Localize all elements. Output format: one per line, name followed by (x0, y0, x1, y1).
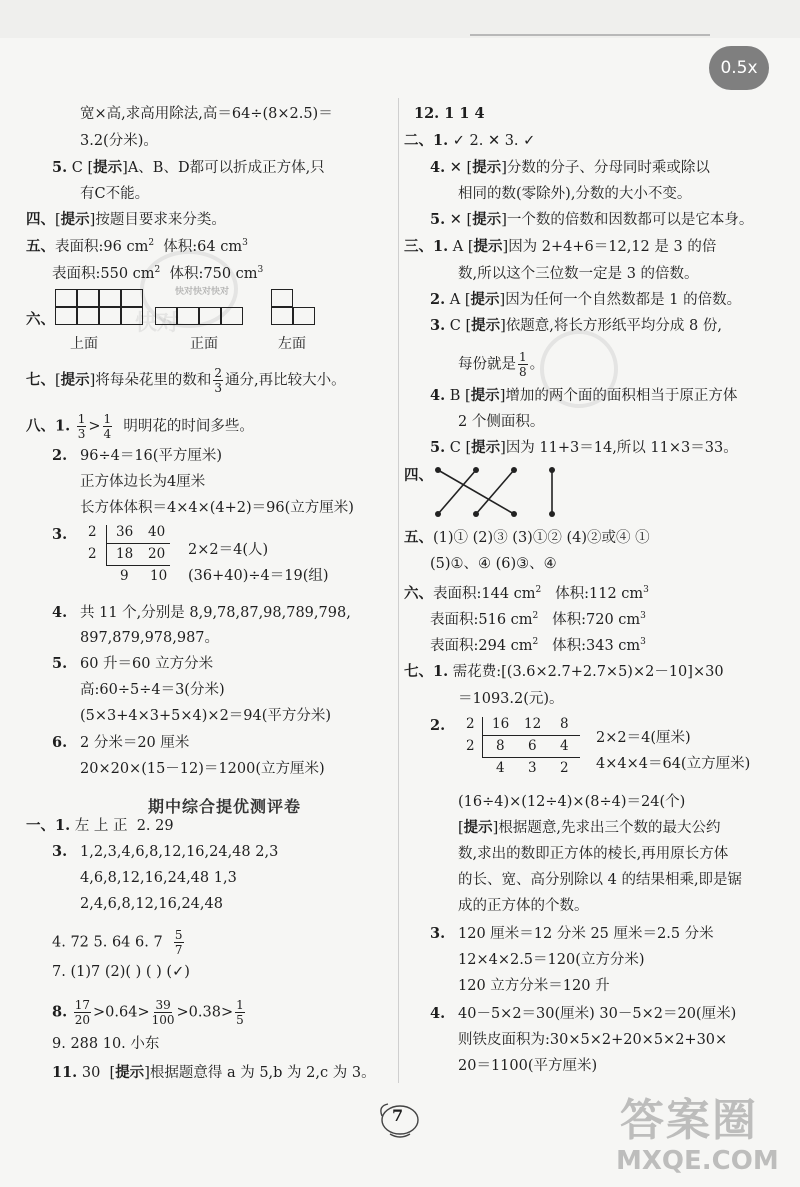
text-line: 120 立方分米＝120 升 (458, 978, 610, 994)
section-6-right-2 (430, 610, 646, 630)
text: 表面积:550 cm (52, 266, 155, 282)
sup: 3 (257, 265, 264, 276)
text: 表面积:144 cm (433, 586, 536, 602)
text-line: (5×3+4×3+5×4)×2＝94(平方分米) (80, 708, 332, 724)
text: 需花费:[(3.6×2.7+2.7×5)×2－10]×30 (452, 664, 724, 680)
quotient: 18 (116, 546, 134, 562)
section-number: 四、 (26, 211, 55, 228)
hint-text: 按题目要求来分类。 (95, 212, 226, 228)
side-view-diagram (272, 290, 316, 326)
section-number: 一、1. (26, 817, 71, 834)
item-number: 2. (430, 291, 446, 308)
item-number: 3. (430, 925, 446, 942)
quotient: 3 (528, 760, 537, 776)
text: 表面积:516 cm (430, 612, 533, 628)
quotient: 20 (148, 546, 166, 562)
section-number: 二、1. (404, 132, 449, 149)
column-divider (398, 98, 399, 1083)
text-line: 的长、宽、高分别除以 4 的结果相乘,即是锯 (458, 872, 743, 888)
hint-line: [提示]根据题意,先求出三个数的最大公约 (458, 819, 721, 836)
top-band (0, 0, 800, 38)
text-line: 1,2,3,4,6,8,12,16,24,48 2,3 (80, 844, 279, 860)
dividend: 40 (148, 524, 166, 540)
section-number: 三、1. (404, 238, 449, 255)
hint-text: 因为 2+4+6＝12,12 是 3 的倍 (508, 239, 717, 255)
watermark-small-text: 快对快对快对 (175, 287, 230, 297)
text-line: 2,4,6,8,12,16,24,48 (80, 896, 223, 912)
item-number: 2. (52, 447, 68, 464)
hint-label: 提示 (470, 291, 500, 308)
cell (293, 307, 315, 325)
text-line: 2×2＝4(厘米) (596, 730, 691, 746)
fraction (152, 998, 175, 1027)
section-7: 七、[提示]将每朵花里的数和 $\frac{2}{3}$ 通分,再比较大小。 (26, 366, 346, 395)
quotient: 2 (560, 760, 569, 776)
sup: 3 (640, 637, 646, 648)
section-8-1 (26, 412, 254, 441)
section-7-right-1 (404, 662, 724, 682)
section-5-right (404, 528, 650, 548)
front-view-diagram (156, 308, 244, 326)
quotient: 9 (120, 568, 129, 584)
numerator: 1 (519, 350, 527, 364)
answer-12: 12. 1 1 4 (414, 105, 485, 122)
text-line: 897,879,978,987。 (80, 630, 220, 646)
item-number: 5. (430, 439, 446, 456)
text-line: 相同的数(零除外),分数的大小不变。 (458, 186, 692, 202)
item-number: 3. (430, 317, 446, 334)
dot (473, 467, 479, 473)
section-2-4: 4. ✕ [提示]分数的分子、分母同时乘或除以 (430, 159, 710, 176)
hint-text: 一个数的倍数和因数都可以是它本身。 (506, 212, 754, 228)
answer-choice: C (449, 318, 461, 334)
quotient: 6 (528, 738, 537, 754)
hint-label: 提示 (93, 159, 123, 176)
fraction (235, 998, 245, 1027)
answer-text: 明明花的时间多些。 (123, 418, 254, 435)
text-line: 60 升＝60 立方分米 (80, 656, 214, 672)
text: 体积:720 cm (552, 612, 641, 628)
match-line (438, 470, 476, 514)
text-line: 成的正方体的个数。 (458, 898, 589, 914)
numerator: 1 (103, 412, 112, 426)
text-line: 高:60÷5÷4＝3(分米) (80, 682, 225, 698)
cell (55, 289, 77, 307)
section-number: 六、 (26, 311, 55, 328)
item-number: 4. (430, 1005, 446, 1022)
match-line (476, 470, 514, 514)
cell (121, 289, 143, 307)
answer-choice: A (452, 239, 464, 255)
section-3-2: 2. A [提示]因为任何一个自然数都是 1 的倍数。 (430, 291, 742, 308)
hint-label: 提示 (472, 211, 502, 228)
numerator: 39 (155, 998, 171, 1012)
answer-choice: C (449, 440, 461, 456)
site-watermark (600, 1080, 790, 1180)
text-line: 2 个侧面积。 (458, 414, 545, 430)
fraction (77, 412, 87, 441)
answer-text: 30 (81, 1065, 101, 1081)
hint-label: 提示 (60, 371, 90, 389)
numerator: 5 (174, 928, 183, 942)
section-5-line-1 (26, 237, 248, 257)
section-title: 期中综合提优测评卷 (148, 797, 302, 816)
section-4: 四、[提示]按题目要求来分类。 (26, 211, 226, 228)
section-number: 四、 (404, 467, 433, 484)
text-line: (36+40)÷4＝19(组) (188, 568, 329, 584)
text-line: 数,求出的数即正方体的棱长,再用原长方体 (458, 846, 729, 862)
section-number: 六、 (404, 585, 433, 602)
sup: 3 (643, 585, 649, 596)
item-number: 3. (52, 526, 68, 543)
top-view-diagram (56, 290, 144, 326)
watermark-text: 快对 (135, 311, 180, 336)
top-rule (470, 34, 710, 36)
denominator: 7 (174, 943, 183, 957)
item-number: 3. (52, 843, 68, 860)
denominator: 20 (74, 1013, 91, 1027)
text-line: 12×4×2.5＝120(立方分米) (458, 952, 645, 968)
midterm-7: 7. (1)7 (2)( ) ( ) (✓) (52, 964, 190, 980)
dot (473, 511, 479, 517)
answer-mark: ✕ (449, 212, 462, 228)
text-line: 40－5×2＝30(厘米) 30－5×2＝20(厘米) (458, 1006, 737, 1022)
text-line: 正方体边长为4厘米 (80, 474, 206, 490)
quotient: 10 (150, 568, 168, 584)
hint-label: 提示 (471, 439, 501, 456)
cell (177, 307, 199, 325)
fraction (518, 350, 528, 379)
hint-text: 每份就是 (458, 356, 516, 373)
view-label: 正面 (190, 336, 218, 352)
hint-text: 通分,再比较大小。 (224, 372, 346, 389)
item-number: 5. (52, 655, 68, 672)
short-division (466, 716, 586, 778)
hint-text: A、B、D都可以折成正方体,只 (127, 160, 325, 176)
section-number: 五、 (26, 238, 55, 255)
section-6-right-1 (404, 584, 649, 604)
text-line: 120 厘米＝12 分米 25 厘米＝2.5 分米 (458, 926, 714, 942)
cell (77, 289, 99, 307)
item-number: 4. (52, 604, 68, 621)
sup: 3 (242, 238, 248, 249)
answer-text: (1)① (2)③ (3)①② (4)②或④ ① (433, 530, 650, 546)
answer-text: 4. 72 5. 64 6. 7 (52, 934, 163, 951)
text-line: 有C不能。 (80, 186, 150, 202)
section-number: 七、1. (404, 663, 449, 680)
sup: 2 (154, 265, 161, 276)
answer-text: >0.64> (93, 1004, 150, 1021)
text-line: 20＝1100(平方厘米) (458, 1058, 598, 1074)
text-line: 共 11 个,分别是 8,9,78,87,98,789,798, (80, 605, 351, 621)
midterm-11: 11. 30 [提示]根据题意得 a 为 5,b 为 2,c 为 3。 (52, 1064, 376, 1081)
text-line: ＝1093.2(元)。 (458, 691, 564, 707)
item-number: 8. (52, 1003, 68, 1021)
divisor: 2 (466, 716, 475, 732)
cell (99, 289, 121, 307)
item-number: 2. (430, 717, 446, 734)
dot (511, 467, 517, 473)
answer-5: 5. C [提示]A、B、D都可以折成正方体,只 (52, 159, 325, 176)
answer-text: ✓ 2. ✕ 3. ✓ (452, 133, 536, 149)
hint-text: 因为 11+3＝14,所以 11×3＝33。 (505, 440, 738, 456)
sup: 2 (535, 585, 542, 596)
text-line: 宽×高,求高用除法,高＝64÷(8×2.5)＝ (80, 106, 333, 122)
section-3-1: 三、1. A [提示]因为 2+4+6＝12,12 是 3 的倍 (404, 238, 717, 255)
section-6-right-3 (430, 636, 646, 656)
text: 体积:750 cm (169, 266, 258, 282)
quotient: 8 (496, 738, 505, 754)
hint-text: 因为任何一个自然数都是 1 的倍数。 (505, 292, 742, 308)
text-line: 数,所以这个三位数一定是 3 的倍数。 (458, 266, 699, 282)
fraction (174, 928, 184, 957)
answer-text: >0.38> (176, 1004, 234, 1021)
text-line: 4,6,8,12,16,24,48 1,3 (80, 870, 237, 886)
match-line (438, 470, 514, 514)
section-5-line-2 (52, 264, 263, 284)
answer-choice: C (71, 160, 83, 176)
text: 体积:112 cm (555, 586, 644, 602)
numerator: 1 (77, 412, 86, 426)
playback-speed-button[interactable]: 0.5x (709, 46, 769, 90)
cell (99, 307, 121, 325)
hint-label: 提示 (470, 387, 500, 404)
midterm-4-6 (52, 928, 186, 957)
text-line: 长方体体积＝4×4×(4+2)＝96(立方厘米) (80, 500, 354, 516)
dot (435, 511, 441, 517)
view-label: 上面 (70, 336, 98, 352)
answer-text: 2. 29 (136, 818, 174, 834)
midterm-8 (52, 998, 247, 1027)
text-line: 2×2＝4(人) (188, 542, 269, 558)
text-line: 96÷4＝16(平方厘米) (80, 448, 223, 464)
short-division (88, 524, 183, 586)
answer-choice: B (449, 388, 461, 404)
sup: 2 (532, 611, 539, 622)
divisor: 2 (88, 524, 97, 540)
cell (77, 307, 99, 325)
text: 体积:64 cm (163, 239, 243, 255)
section-3-3: 3. C [提示]依题意,将长方形纸平均分成 8 份, (430, 317, 722, 334)
cell (199, 307, 221, 325)
numerator: 1 (236, 998, 244, 1012)
text-line: (16÷4)×(12÷4)×(8÷4)＝24(个) (458, 794, 686, 810)
cell (55, 307, 77, 325)
text-line: 20×20×(15－12)＝1200(立方厘米) (80, 761, 325, 777)
section-3-3-cont (458, 350, 544, 379)
section-3-5: 5. C [提示]因为 11+3＝14,所以 11×3＝33。 (430, 439, 738, 456)
hint-label: 提示 (115, 1064, 145, 1081)
hint-text: 分数的分子、分母同时乘或除以 (506, 160, 710, 176)
section-3-4: 4. B [提示]增加的两个面的面积相当于原正方体 (430, 387, 738, 404)
item-number: 11. (52, 1064, 78, 1081)
cell (121, 307, 143, 325)
item-number: 6. (52, 734, 68, 751)
text: 。 (529, 356, 545, 373)
denominator: 5 (236, 1013, 244, 1027)
hint-text: 增加的两个面的面积相当于原正方体 (505, 388, 738, 404)
site-watermark-en: MXQE.COM (616, 1146, 779, 1176)
dividend: 8 (560, 716, 569, 732)
midterm-1 (26, 816, 174, 836)
answer-choice: A (449, 292, 461, 308)
hint-text: 根据题意,先求出三个数的最大公约 (498, 820, 721, 836)
divisor: 2 (466, 738, 475, 754)
answer-mark: ✕ (449, 160, 462, 176)
denominator: 3 (214, 381, 222, 395)
site-watermark-cn: 答案圈 (620, 1095, 758, 1146)
denominator: 100 (151, 1013, 175, 1027)
section-number: 五、 (404, 529, 433, 546)
view-label: 左面 (278, 336, 306, 352)
hint-label: 提示 (473, 238, 503, 255)
answer-text: 左 上 正 (74, 818, 128, 834)
dot (435, 467, 441, 473)
hint-label: 提示 (463, 819, 493, 836)
text: 表面积:96 cm (55, 239, 149, 255)
denominator: 3 (77, 427, 86, 441)
denominator: 4 (103, 427, 112, 441)
dividend: 12 (524, 716, 542, 732)
section-2-1-3 (404, 131, 535, 151)
fraction (74, 998, 91, 1027)
dividend: 16 (492, 716, 510, 732)
section-number: 七、 (26, 371, 55, 389)
hint-label: 提示 (472, 159, 502, 176)
cell (221, 307, 243, 325)
quotient: 4 (496, 760, 505, 776)
section-number: 八、1. (26, 417, 71, 435)
section-2-5: 5. ✕ [提示]一个数的倍数和因数都可以是它本身。 (430, 211, 754, 228)
sup: 2 (532, 637, 539, 648)
item-number: 4. (430, 159, 446, 176)
dot (511, 511, 517, 517)
text-line: (5)①、④ (6)③、④ (430, 556, 557, 572)
hint-text: 依题意,将长方形纸平均分成 8 份, (505, 318, 722, 334)
hint-text: 将每朵花里的数和 (95, 372, 212, 389)
text-line: 则铁皮面积为:30×5×2+20×5×2+30× (458, 1032, 728, 1048)
text-line: 3.2(分米)。 (80, 133, 158, 149)
sup: 2 (148, 238, 155, 249)
hint-text: 根据题意得 a 为 5,b 为 2,c 为 3。 (149, 1065, 376, 1081)
cell (271, 289, 293, 307)
matching-lines-diagram (430, 466, 570, 522)
item-number: 5. (430, 211, 446, 228)
item-number: 5. (52, 159, 68, 176)
cell (155, 307, 177, 325)
divisor: 2 (88, 546, 97, 562)
page-number: 7 (392, 1106, 404, 1125)
page-number-badge (376, 1098, 424, 1140)
fraction (213, 366, 223, 395)
midterm-9-10: 9. 288 10. 小东 (52, 1036, 160, 1052)
operator: > (88, 418, 101, 435)
hint-label: 提示 (60, 211, 90, 228)
denominator: 8 (519, 365, 527, 379)
quotient: 4 (560, 738, 569, 754)
item-number: 4. (430, 387, 446, 404)
text: 表面积:294 cm (430, 638, 533, 654)
sup: 3 (640, 611, 646, 622)
dividend: 36 (116, 524, 134, 540)
cell (271, 307, 293, 325)
numerator: 17 (74, 998, 91, 1012)
text: 体积:343 cm (552, 638, 641, 654)
dot (549, 467, 555, 473)
numerator: 2 (214, 366, 222, 380)
hint-label: 提示 (471, 317, 501, 334)
text-line: 2 分米＝20 厘米 (80, 735, 190, 751)
text-line: 4×4×4＝64(立方厘米) (596, 756, 751, 772)
dot (549, 511, 555, 517)
fraction (103, 412, 113, 441)
